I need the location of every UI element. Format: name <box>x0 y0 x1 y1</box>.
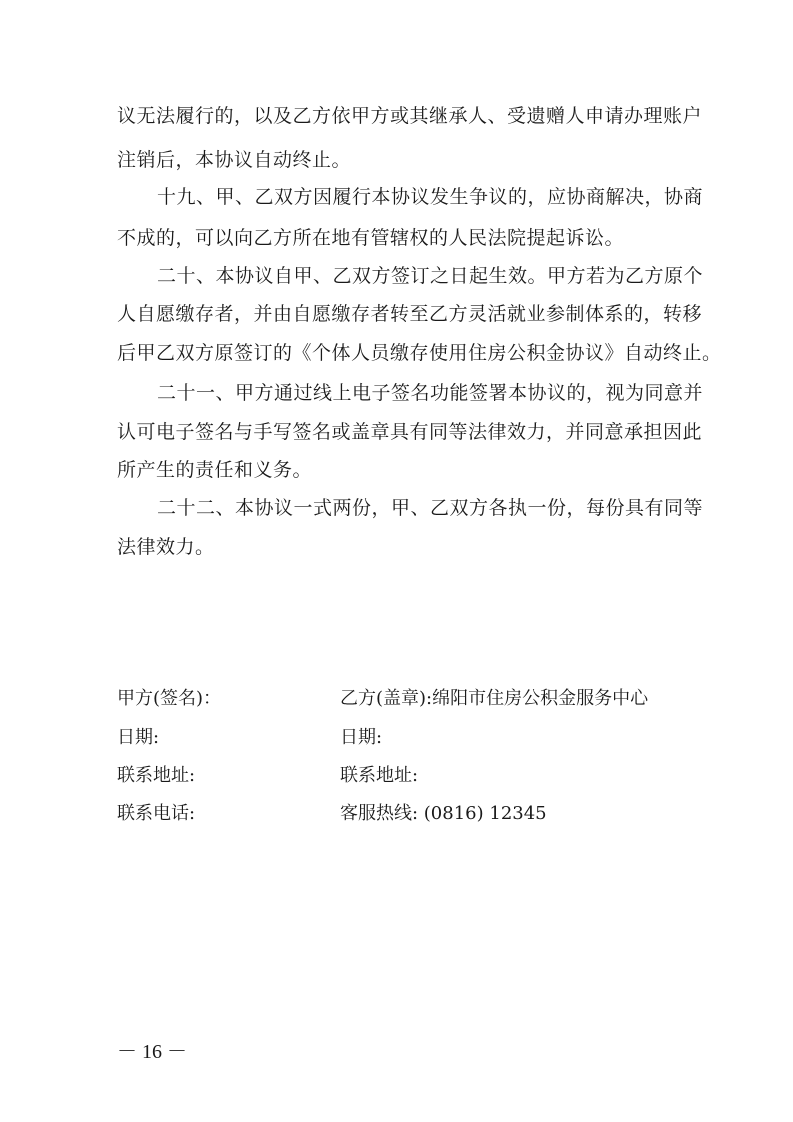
party-a-signature-label: 甲方(签名)： <box>117 688 222 709</box>
party-b-hotline: 客服热线: (0816) 12345 <box>340 803 547 824</box>
party-b-seal-label: 乙方(盖章):绵阳市住房公积金服务中心 <box>340 688 649 709</box>
clause-21-line-3: 所产生的责任和义务。 <box>117 459 313 481</box>
paragraph-line: 议无法履行的，以及乙方依甲方或其继承人、受遗赠人申请办理账户 <box>117 105 703 127</box>
party-b-address-label: 联系地址: <box>340 765 419 786</box>
clause-20-line-1: 二十、本协议自甲、乙双方签订之日起生效。甲方若为乙方原个 <box>157 265 704 287</box>
party-a-address-label: 联系地址: <box>117 765 196 786</box>
clause-22-line-2: 法律效力。 <box>117 536 215 558</box>
party-b-date-label: 日期: <box>340 727 383 748</box>
clause-19-line-2: 不成的，可以向乙方所在地有管辖权的人民法院提起诉讼。 <box>117 227 625 249</box>
clause-21-line-1: 二十一、甲方通过线上电子签名功能签署本协议的，视为同意并 <box>157 382 704 404</box>
clause-19-line-1: 十九、甲、乙双方因履行本协议发生争议的，应协商解决，协商 <box>157 186 704 208</box>
party-a-phone-label: 联系电话: <box>117 803 196 824</box>
clause-21-line-2: 认可电子签名与手写签名或盖章具有同等法律效力，并同意承担因此 <box>117 421 703 443</box>
clause-22-line-1: 二十二、本协议一式两份，甲、乙双方各执一份，每份具有同等 <box>157 497 704 519</box>
page-number: － 16 － <box>117 1041 187 1063</box>
clause-20-line-2: 人自愿缴存者，并由自愿缴存者转至乙方灵活就业参制体系的，转移 <box>117 303 703 325</box>
paragraph-line: 注销后，本协议自动终止。 <box>117 149 352 171</box>
clause-20-line-3: 后甲乙双方原签订的《个体人员缴存使用住房公积金协议》自动终止。 <box>117 342 722 364</box>
party-a-date-label: 日期: <box>117 727 160 748</box>
